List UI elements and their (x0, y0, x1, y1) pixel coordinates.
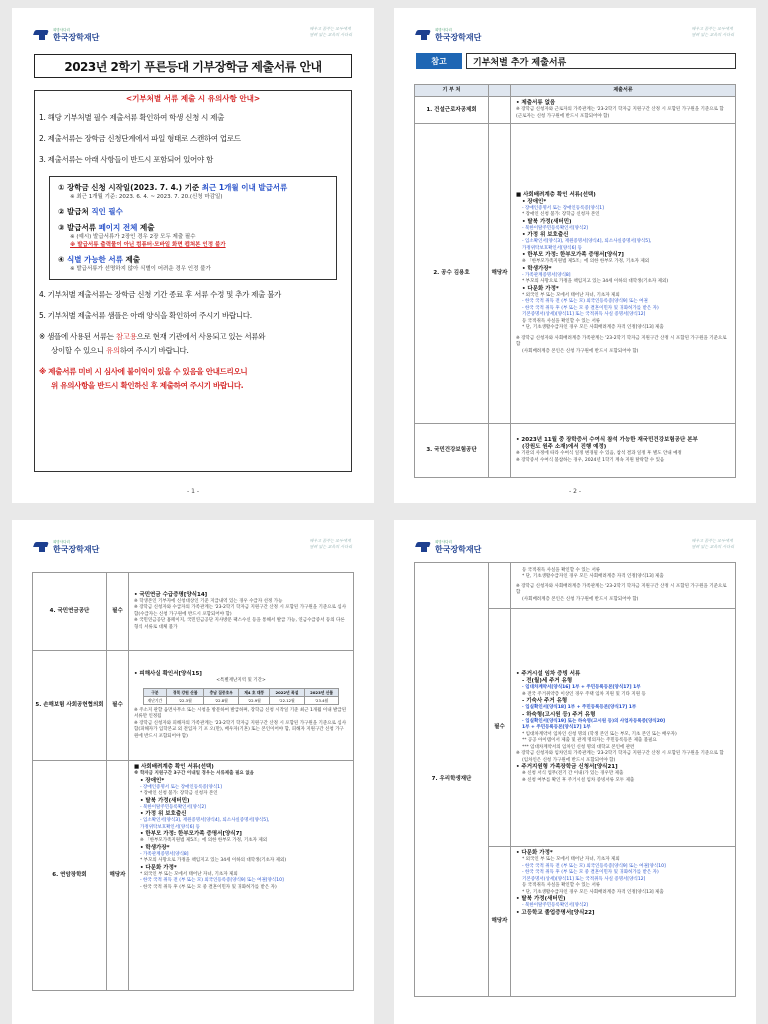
page-number: - 1 - (187, 488, 199, 495)
slogan: 배우고 꿈꾸는 모두에게 열려 있는 교육의 사다리 (691, 26, 734, 37)
page-title: 2023년 2학기 푸른등대 기부장학금 제출서류 안내 (34, 54, 352, 78)
sample-note: ※ 샘플에 사용된 서류는 참고용으로 현재 기관에서 사용되고 있는 서류와 (39, 332, 266, 341)
page-header (416, 538, 734, 560)
table-row: 2. 공수 김용호 해당자 ■ 사회배려계층 확인 서류(선택) • 장애인* - 장애인증명서 또는 장애인등록증[양식1] * 장애인 신청 불가: 장학금 신청자 본인 • 탈북 가정(새터민) - 북한이탈주민등록확인서[양식2] • 가정 위 보호출신 - 입소확인서[양식3], 재원증명서[양식4], 퇴소사실증명서[양식5], 가정위탁보호확인서[양식6] 등 • 한부모 가정: 한부모가족 증명서[양식7] ※ 「한부모가족지원법 제5조」에 의한 한부모 가정, 기초자 제외 • 학생가장* - 가족관계증명서[양식8] * 부모의 사망으로 가정을 책임지고 있는 34세 이하의 대학생(기초자 제외) • 다문화 가정* * 외국인 부 또는 모에서 태어난 자녀, 기초자 제외 - 한국 국적 취득 전 (부 또는 모) 외국인등록증[양식9] 또는 여권 - 한국 국적 취득 후 (부 또는 모 중 결혼이민자 및 귀화허가를 받은 자) 기본증명서(상세)[양식11] 또는 국적취득 사실 증명서[양식12] 등 국적취득 사실을 확인할 수 있는 서류 * 단, 기초생활수급자인 경우 모든 사회배려계층 자격 인정[양식13] 제출 ※ 장학금 신청자와 사회배려계층 가족관계는 '23-2학기 학자금 지원구간 산정 시 포함된 가구원을 기준으로 함 (사회배려계층 본인은 신청 가구원에 반드시 포함되어야 함) (415, 124, 736, 424)
table-row: 해당자 • 다문화 가정* * 외국인 부 또는 모에서 태어난 자녀, 기초자 제외 - 한국 국적 취득 전 (부 또는 모) 외국인등록증[양식9] 또는 여권[양식10] - 한국 국적 취득 후 (부 또는 모 중 결혼이민자 및 귀화허가를 받은 자) 기본증명서(상세)[양식11] 또는 국적취득 사실 증명서[양식12] 등 국적취득 사실을 확인할 수 있는 서류 * 단, 기초생활수급자인 경우 모든 사회배려계층 자격 인정[양식13] 제출 • 탈북 가정(새터민) - 북한이탈주민등록확인서[양식2] • 고등학교 졸업증명서[양식22] (415, 847, 736, 997)
col-header-docs: 제출서류 (511, 85, 736, 97)
table-row: 6. 연암장학회 해당자 ■ 사회배려계층 확인 서류(선택) ※ 학자금 지원구간 3구간 이내일 경우는 서류제출 필요 없음 • 장애인* - 장애인증명서 또는 장애인등록증[양식1] * 장애인 신청 불가: 장학금 신청자 본인 • 탈북 가정(새터민) - 북한이탈주민등록확인서[양식2] • 가정 위 보호출신 - 입소확인서[양식3], 재원증명서[양식4], 퇴소사실증명서[양식5], 가정위탁보호확인서[양식6] 등 • 한부모 가정: 한부모가족 증명서[양식7] ※ 「한부모가족지원법 제5조」에 의한 한부모 가정, 기초자 제외 • 학생가장* - 가족관계증명서[양식8] * 부모의 사망으로 가정을 책임지고 있는 34세 이하의 대학생(기초자 제외) • 다문화 가정* * 외국인 부 또는 모에서 태어난 자녀, 기초자 제외 - 한국 국적 취득 전 (부 또는 모) 외국인등록증[양식9] 또는 여권[양식10] - 한국 국적 취득 후 (부 또는 모 중 결혼이민자 및 귀화허가를 받은 자) (33, 761, 354, 991)
docs-table (414, 84, 736, 478)
docs-table (32, 572, 354, 991)
table-row: 5. 손해보험 사회공헌협의회 필수 • 피해사실 확인서[양식15] <특별재난지역 및 기간> 구분 경북 강원 산불 충남 집중호우 제4 호 태풍 2022년 폭설 2023년 산불 재난기간 '22.3월 '22.8월 '22.9월 '22.12월 '23.4월 ※ 주소지 관할 읍면사무소 또는 시청을 방문하여 발급하며, 장학금 신청 시작일 기준 최근 1개월 이내 발급된 서류만 인정됨 ※ 장학금 신청자와 피해자의 가족관계는 '23-2학기 학자금 지원구간 산정 시 포함된 가구원을 기준으로 심사함(피해자가 입학본교 외 전입자 기 포 오(만), 배우자(기혼) 또는 본인이어야 함, 피해자 지원구간 신청 가구원에 반드시 포함되어야 함) (33, 651, 354, 761)
warning-note: ※ 제출서류 미비 시 심사에 불이익이 있을 수 있음을 안내드리오니 (39, 367, 248, 376)
section-title: 기부처별 추가 제출서류 (466, 53, 736, 69)
disaster-table: 구분 경북 강원 산불 충남 집중호우 제4 호 태풍 2022년 폭설 2023년 산불 재난기간 '22.3월 '22.8월 '22.9월 '22.12월 '23.4월 (143, 688, 340, 705)
logo: 희망사다리 한국장학재단 (416, 538, 481, 554)
graduation-cap-icon (34, 540, 50, 552)
notice-item-5: 5. 기부처별 제출서류 샘플은 아래 양식을 확인하여 주시기 바랍니다. (39, 311, 252, 320)
notice-item-2: 2. 제출서류는 장학금 신청단계에서 파일 형태로 스캔하여 업로드 (39, 134, 241, 143)
notice-title: <기부처별 서류 제출 시 유의사항 안내> (120, 94, 266, 103)
page-header (416, 26, 734, 48)
table-row: 4. 국민연금공단 필수 • 국민연금 수급증명[양식14] ※ 학생본인 기부자에 신청대상인 기준 지급내역 있는 경우 수급자 선정 가능 ※ 장학금 신청자와 수급자의 가족관계는 '23-2학기 학자금 지원구간 산정 시 포함된 가구원을 기준으로 심사함(수급자는 신청 가구원에 반드시 포함되어야 함) ※ 국민연금공단 홈페이지, 국민연금공단 지사방문 팩스수신 등을 통해서 발급 가능, 연금수급증서 등의 다른 형식 서류로 대체 불가 (33, 573, 354, 651)
slogan: 배우고 꿈꾸는 모두에게 열려 있는 교육의 사다리 (309, 538, 352, 549)
logo: 희망사다리 한국장학재단 (416, 26, 481, 42)
requirements-box: ① 장학금 신청 시작일(2023. 7. 4.) 기준 최근 1개월 이내 발급서류 ※ 최근 1개월 기준: 2023. 6. 4. ~ 2023. 7. 20.(신청 마감일) ② 발급처 직인 필수 ③ 발급서류 페이지 전체 제출 ※ (예시) 발급서류가 2장인 경우 2장 모두 제출 필수 ※ 발급서류 출력물이 아닌 컴퓨터·모바일 화면 캡쳐본 인정 불가 ④ 식별 가능한 서류 제출 ※ 발급서류가 선명하지 않아 식별이 어려운 경우 인정 불가 (49, 176, 337, 280)
notice-item-3: 3. 제출서류는 아래 사항들이 반드시 포함되어 있어야 함 (39, 155, 213, 164)
page-4 (394, 520, 756, 1024)
notice-item-1: 1. 해당 기부처별 필수 제출서류 확인하여 학생 신청 시 제출 (39, 113, 225, 122)
table-row: 3. 국민건강보험공단 • 2023년 11월 중 장학증서 수여식 참석 가능한 재국민건강보험공단 본부 (강원도 원주 소재)에서 진행 예정) ※ 기관의 사정에 따라 수여식 일정 변경될 수 있음, 참석 결과 일정 후 별도 안내 예정 ※ 장학증서 수여식 불참하는 경우, 2024년 1학기 계속 지원 탈락할 수 있음 (415, 424, 736, 478)
graduation-cap-icon (416, 540, 432, 552)
slogan: 배우고 꿈꾸는 모두에게 열려 있는 교육의 사다리 (691, 538, 734, 549)
table-row: 7. 우리학생재단 등 국적취득 사실을 확인할 수 있는 서류 * 단, 기초생활수급자인 경우 모든 사회배려계층 자격 인정[양식13] 제출 ※ 장학금 신청자와 사회배려계층 가족관계는 '23-2학기 학자금 지원구간 산정 시 포함된 가구원을 기준으로 함 (사회배려계층 본인은 신청 가구원에 반드시 포함되어야 함) (415, 563, 736, 609)
notice-box: <기부처별 서류 제출 시 유의사항 안내> 1. 해당 기부처별 필수 제출서류 확인하여 학생 신청 시 제출 2. 제출서류는 장학금 신청단계에서 파일 형태로 스캔하여 업로드 3. 제출서류는 아래 사항들이 반드시 포함되어 있어야 함 ① 장학금 신청 시작일(2023. 7. 4.) 기준 최근 1개월 이내 발급서류 ※ 최근 1개월 기준: 2023. 6. 4. ~ 2023. 7. 20.(신청 마감일) ② 발급처 직인 필수 ③ 발급서류 페이지 전체 제출 ※ (예시) 발급서류가 2장인 경우 2장 모두 제출 필수 ※ 발급서류 출력물이 아닌 컴퓨터·모바일 화면 캡쳐본 인정 불가 ④ 식별 가능한 서류 제출 ※ 발급서류가 선명하지 않아 식별이 어려운 경우 인정 불가 4. 기부처별 제출서류는 장학금 신청 기간 종료 후 서류 수정 및 추가 제출 불가 5. 기부처별 제출서류 샘플은 아래 양식을 확인하여 주시기 바랍니다. ※ 샘플에 사용된 서류는 참고용으로 현재 기관에서 사용되고 있는 서류와 상이할 수 있으니 유의하여 주시기 바랍니다. ※ 제출서류 미비 시 심사에 불이익이 있을 수 있음을 안내드리오니 위 유의사항을 반드시 확인하신 후 제출하여 주시기 바랍니다. (34, 90, 352, 472)
page-2 (394, 8, 756, 503)
page-number: - 2 - (569, 488, 581, 495)
docs-table (414, 562, 736, 997)
page-header (34, 26, 352, 48)
page-1 (12, 8, 374, 503)
page-3 (12, 520, 374, 1024)
page-header (34, 538, 352, 560)
notice-item-4: 4. 기부처별 제출서류는 장학금 신청 기간 종료 후 서류 수정 및 추가 제출 불가 (39, 290, 281, 299)
graduation-cap-icon (34, 28, 50, 40)
slogan: 배우고 꿈꾸는 모두에게 열려 있는 교육의 사다리 (309, 26, 352, 37)
graduation-cap-icon (416, 28, 432, 40)
reference-tag: 참고 (416, 53, 462, 69)
table-row: 필수 • 주거시설 임차 증빙 서류 - 전(월)세 주거 유형 · 임대차계약서[양식16] 1부 + 주민등록등본[양식17] 1부 ※ 전국 주거취약층 이상인 경우 주택 임차 지원 및 기타 지원 등 - 기숙사 주거 유형 · 입실확인서[양식18] 1부 + 주민등록등본[양식17] 1부 - 하숙형(고시원 등) 주거 유형 · 입실확인서[양식19] 또는 하숙영(고시원 등)의 사업자등록증[양식20] 1부 + 주민등록등본[양식17] 1부 * 임대차계약서 임차인 신청 명의 (학생 본인 또는 부모, 기초 본인 또는 배우자) ** 공공 아이템이서 제출 및 관계 명의자는 주민등록등본 제출 불필요 *** 임대차계약서의 임차인 신청 명의 대학교 본인에 관련 ※ 장학금 신청자와 임차인의 가족관계는 '23-2학기 학자금 지원구간 산정 시 포함된 가구원을 기준으로 함 (임차인은 신청 가구원에 반드시 포함되어야 함) • 주거지원형 가족장학금 신청서[양식21] ※ 신청 서식 업무(전기 간 이내)가 있는 경우만 제출 ※ 신청 여부를 확인 후 주거시설 임차 증빙서류 모두 제출 (415, 609, 736, 847)
logo: 희망사다리 한국장학재단 (34, 538, 99, 554)
logo: 희망사다리 한국장학재단 (34, 26, 99, 42)
col-header-org: 기 부 처 (415, 85, 489, 97)
table-row: 1. 건설근로자공제회 • 제출서류 없음 ※ 장학금 신청자와 근로자의 가족관계는 '23-2학기 학자금 지원구간 산정 시 포함된 가구원을 기준으로 함 (근로자는 신청 가구원에 반드시 포함되어야 함) (415, 97, 736, 124)
